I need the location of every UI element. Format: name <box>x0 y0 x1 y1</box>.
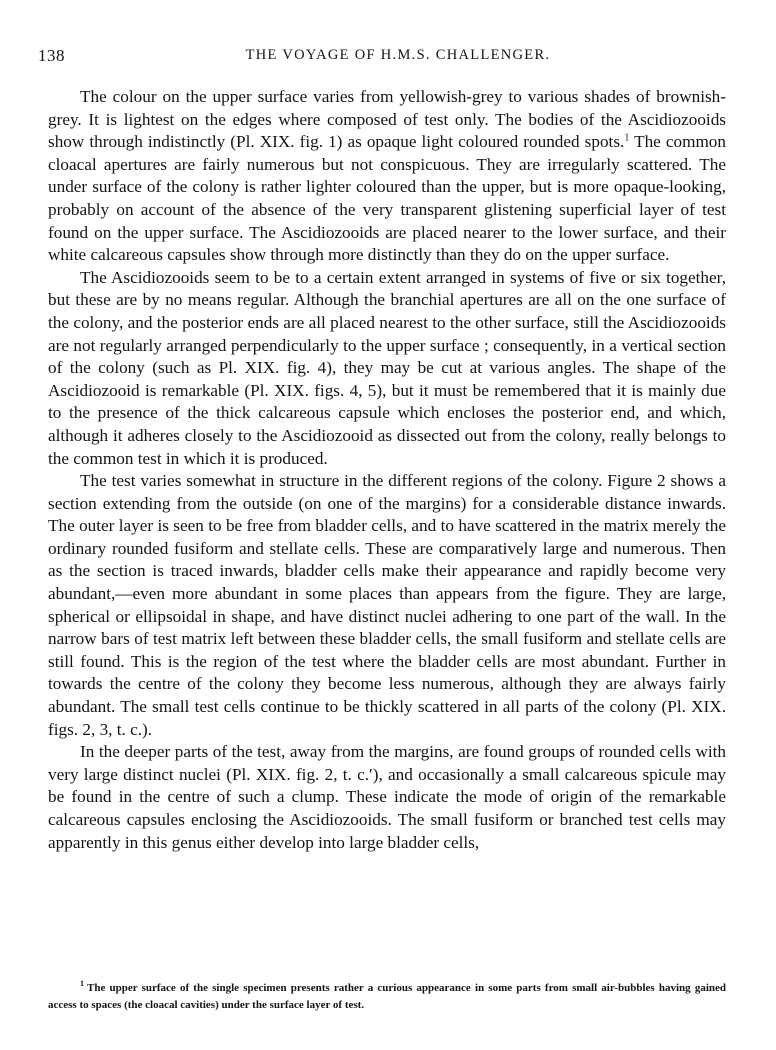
footnote <box>48 980 726 1014</box>
paragraph-arrangement: The Ascidiozooids seem to be to a certain extent arranged in systems of five or six together, but these are by no means regular. Although the branchial apertures are all on the one surface of the colony, and the posterior ends are all placed nearest to the other surface, still the Ascidiozooids are not regularly arranged perpendicularly to the upper surface ; consequently, in a vertical section of the colony (such as Pl. XIX. fig. 4), they may be cut at various angles. The shape of the Ascidiozooid is remarkable (Pl. XIX. figs. 4, 5), but it must be remembered that it is mainly due to the presence of the thick calcareous capsule which encloses the posterior end, and which, although it adheres closely to the Ascidiozooid as dissected out from the colony, really belongs to the common test in which it is produced. <box>48 267 726 468</box>
body-text <box>48 86 726 854</box>
paragraph-test-structure: The test varies somewhat in structure in the different regions of the colony. Figure 2 shows a section extending from the outside (on one of the margins) for a considerable distance inwards. The outer layer is seen to be free from bladder cells, and to have scattered in the matrix merely the ordinary rounded fusiform and stellate cells. These are comparatively large and numerous. Then as the section is traced inwards, bladder cells make their appearance and rapidly become very abundant,—even more abundant in some places than appears from the figure. They are large, spherical or ellipsoidal in shape, and have distinct nuclei adhering to one part of the wall. In the narrow bars of test matrix left between these bladder cells, the small fusiform and stellate cells are still found. This is the region of the test where the bladder cells are most abundant. Further in towards the centre of the colony they become less numerous, although they are always fairly abundant. The small test cells continue to be thickly scattered in all parts of the colony (Pl. XIX. figs. 2, 3, t. c.). <box>48 471 726 739</box>
running-head: THE VOYAGE OF H.M.S. CHALLENGER. <box>245 47 551 63</box>
footnote-text: The upper surface of the single specimen presents rather a curious appearance in some parts from small air-bubbles having gained access to spaces (the cloacal cavities) under the surface layer of test. <box>48 982 726 1011</box>
paragraph-colour <box>48 86 726 267</box>
paragraph-colour-start: The colour on the upper surface varies from yellowish-grey to various shades of brownish-grey. It is lightest on the edges where composed of test only. The bodies of the Ascidiozooids show through indistinctly (Pl. XIX. fig. 1) as opaque light coloured rounded spots. <box>48 87 726 152</box>
footnote-reference: 1 <box>624 132 630 144</box>
paragraph-colour-end: The common cloacal apertures are fairly numerous but not conspicuous. They are irregularly scattered. The under surface of the colony is rather lighter coloured than the upper, but is more opaque-looking, probably on account of the absence of the very transparent glistening superficial layer of test found on the upper surface. The Ascidiozooids are placed nearer to the lower surface, and their white calcareous capsules show through more distinctly than they do on the upper surface. <box>48 132 726 265</box>
page-header <box>38 46 738 68</box>
footnote-number: 1 <box>80 979 84 989</box>
paragraph-deeper-parts: In the deeper parts of the test, away from the margins, are found groups of rounded cells with very large distinct nuclei (Pl. XIX. fig. 2, t. c.′), and occasionally a small calcareous spicule may be found in the centre of such a clump. These indicate the mode of origin of the remarkable calcareous capsules enclosing the Ascidiozooids. The small fusiform or branched test cells may apparently in this genus either develop into large bladder cells, <box>48 742 726 852</box>
page-number: 138 <box>38 46 65 65</box>
